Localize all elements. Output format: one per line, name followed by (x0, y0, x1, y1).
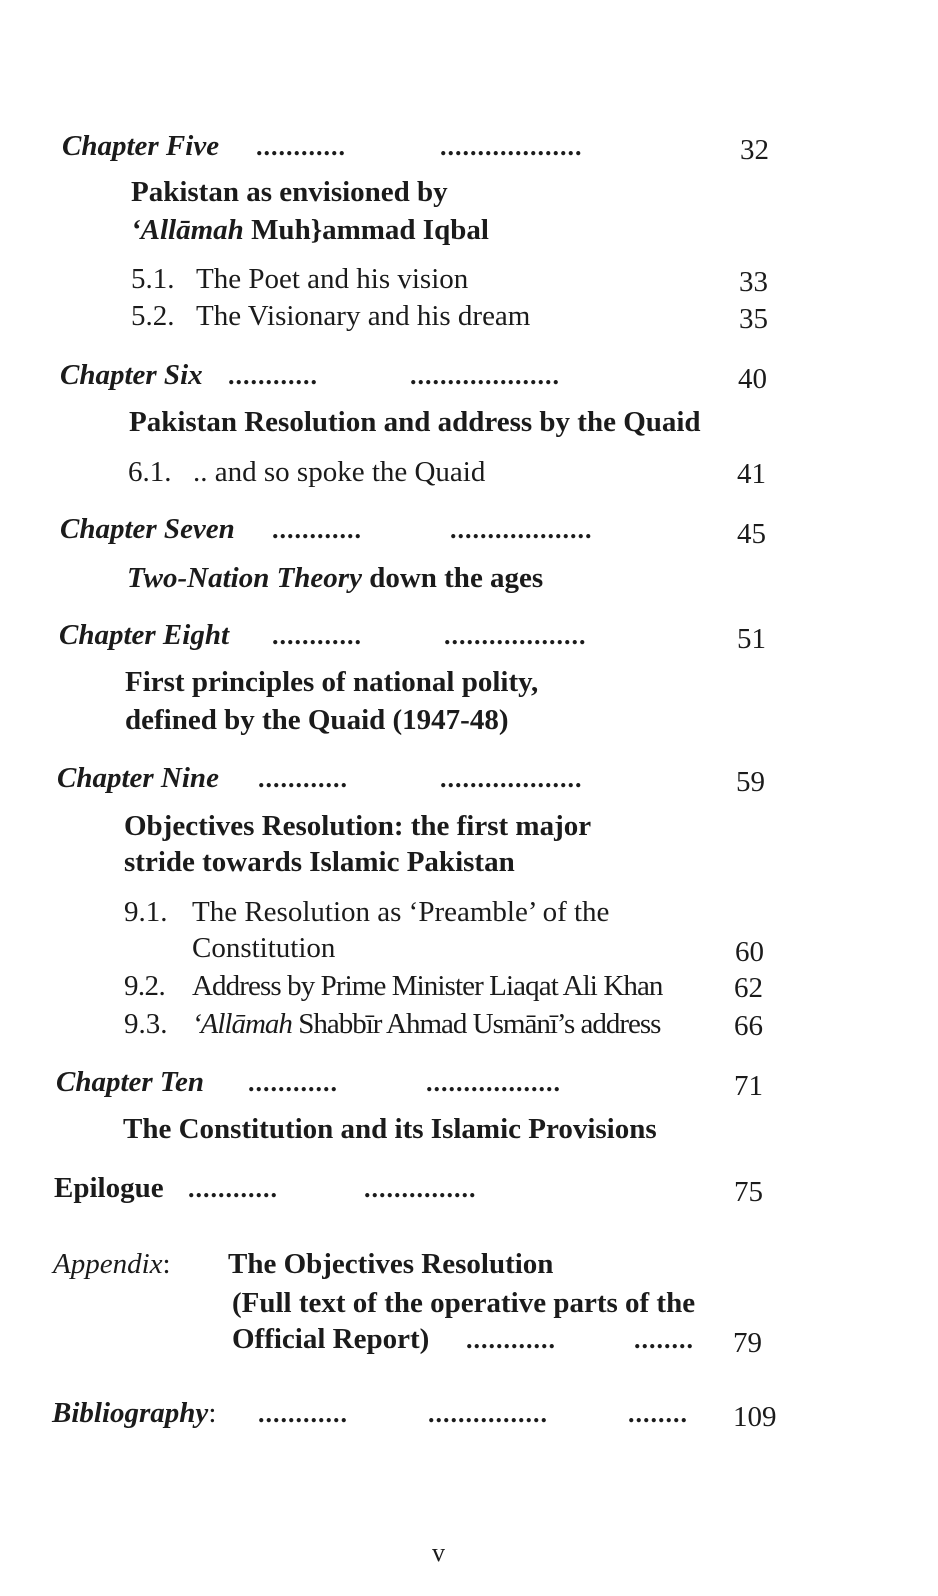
chapter-eight-title-line2: defined by the Quaid (1947-48) (125, 704, 509, 736)
chapter-seven-label: Chapter Seven (60, 513, 235, 545)
chapter-nine-title-line1: Objectives Resolution: the first major (124, 810, 592, 842)
leader-dots: ............ (466, 1325, 556, 1354)
leader-dots: ............ (228, 361, 318, 390)
sub-entry-italic: ‘Allāmah (192, 1008, 292, 1040)
page-folio: v (432, 1538, 445, 1567)
leader-dots: ................... (440, 764, 583, 793)
chapter-ten-label: Chapter Ten (56, 1066, 204, 1098)
sub-entry-text-line2: Constitution (192, 932, 336, 964)
chapter-eight-title-line1: First principles of national polity, (125, 666, 539, 698)
sub-entry-num: 9.3. (124, 1008, 168, 1040)
sub-entry-page: 35 (739, 303, 768, 335)
sub-entry-num: 5.1. (131, 263, 175, 295)
leader-dots: ............ (248, 1068, 338, 1097)
chapter-nine-label: Chapter Nine (57, 762, 219, 794)
chapter-five-page: 32 (740, 134, 769, 166)
leader-dots: ................... (450, 515, 593, 544)
chapter-seven-page: 45 (737, 518, 766, 550)
sub-entry-page: 33 (739, 266, 768, 298)
chapter-seven-title (127, 562, 543, 595)
sub-entry-text: The Visionary and his dream (196, 300, 531, 332)
leader-dots: ................ (428, 1399, 548, 1428)
chapter-five-label: Chapter Five (62, 130, 220, 162)
sub-entry-num: 9.1. (124, 896, 168, 928)
leader-dots: ................... (440, 132, 583, 161)
appendix-title-line2: (Full text of the operative parts of the (232, 1287, 696, 1319)
title-rest: down the ages (361, 562, 544, 594)
leader-dots: ............ (256, 132, 346, 161)
appendix-title-line3: Official Report) (232, 1323, 430, 1355)
chapter-ten-title: The Constitution and its Islamic Provisions (123, 1113, 657, 1145)
bibliography-colon: : (208, 1397, 217, 1429)
sub-entry-num: 5.2. (131, 300, 175, 332)
chapter-nine-title-line2: stride towards Islamic Pakistan (124, 846, 515, 878)
sub-entry-page: 62 (734, 972, 763, 1004)
leader-dots: ........ (628, 1399, 688, 1428)
sub-entry-rest: Shabbīr Ahmad Usmānī’s address (291, 1008, 661, 1040)
leader-dots: .................... (410, 361, 560, 390)
sub-entry-page: 60 (735, 936, 764, 968)
bibliography-page: 109 (733, 1401, 777, 1433)
sub-entry-text: .. and so spoke the Quaid (193, 456, 486, 488)
chapter-six-label: Chapter Six (60, 359, 203, 391)
appendix-title-line1: The Objectives Resolution (228, 1248, 554, 1280)
chapter-six-page: 40 (738, 363, 767, 395)
chapter-six-title: Pakistan Resolution and address by the Quaid (129, 406, 701, 438)
chapter-eight-label: Chapter Eight (59, 619, 230, 651)
bibliography-label (52, 1397, 216, 1430)
leader-dots: ........ (634, 1325, 694, 1354)
bibliography-label-text: Bibliography (52, 1397, 209, 1429)
leader-dots: ............ (258, 764, 348, 793)
leader-dots: ............ (272, 515, 362, 544)
title-italic: Two-Nation Theory (127, 562, 362, 594)
chapter-nine-page: 59 (736, 766, 765, 798)
sub-entry-text: Address by Prime Minister Liaqat Ali Khan (192, 970, 663, 1002)
chapter-five-title-line1: Pakistan as envisioned by (131, 176, 448, 208)
chapter-ten-page: 71 (734, 1070, 763, 1102)
title-italic: ‘Allāmah (131, 214, 244, 246)
appendix-label-text: Appendix (53, 1248, 163, 1280)
leader-dots: ............ (188, 1174, 278, 1203)
epilogue-label: Epilogue (54, 1172, 164, 1204)
title-rest: Muh}ammad Iqbal (243, 214, 489, 246)
sub-entry-num: 9.2. (124, 970, 166, 1002)
leader-dots: .................. (426, 1068, 561, 1097)
sub-entry-num: 6.1. (128, 456, 172, 488)
sub-entry-text-line1: The Resolution as ‘Preamble’ of the (192, 896, 610, 928)
chapter-eight-page: 51 (737, 623, 766, 655)
leader-dots: ............... (364, 1174, 477, 1203)
leader-dots: ................... (444, 621, 587, 650)
appendix-colon: : (162, 1248, 171, 1280)
appendix-page: 79 (733, 1327, 762, 1359)
leader-dots: ............ (258, 1399, 348, 1428)
appendix-label (53, 1248, 171, 1281)
epilogue-page: 75 (734, 1176, 763, 1208)
sub-entry-text: The Poet and his vision (196, 263, 469, 295)
leader-dots: ............ (272, 621, 362, 650)
chapter-five-title-line2 (131, 214, 489, 247)
sub-entry-page: 66 (734, 1010, 763, 1042)
sub-entry-text (192, 1008, 660, 1041)
sub-entry-page: 41 (737, 458, 766, 490)
